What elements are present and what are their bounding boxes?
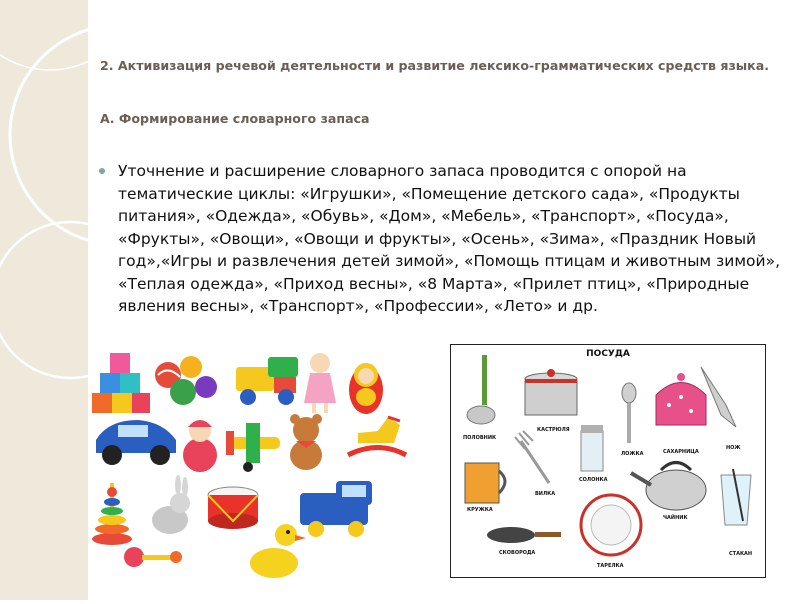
label-salt: СОЛОНКА [579, 477, 608, 483]
label-spoon: ЛОЖКА [621, 451, 644, 457]
kettle-icon [631, 463, 706, 511]
fork-icon [515, 431, 549, 483]
body-paragraph [106, 160, 796, 318]
label-glass: СТАКАН [729, 551, 753, 557]
plate-icon [581, 495, 641, 555]
matryoshka-icon [349, 363, 383, 414]
label-pan: СКОВОРОДА [499, 550, 536, 556]
salt-icon [581, 425, 603, 471]
bullet-icon [99, 168, 105, 174]
cubes-icon [92, 353, 150, 413]
slide-subheading: А. Формирование словарного запаса [100, 111, 370, 126]
label-sugar-bowl: САХАРНИЦА [663, 449, 699, 455]
roly-poly-icon [183, 420, 217, 472]
label-knife: НОЖ [726, 445, 741, 451]
rocking-horse-icon [348, 417, 406, 455]
slide-heading: 2. Активизация речевой деятельности и развитие лексико-грамматических средств языка. [100, 58, 769, 73]
label-mug: КРУЖКА [467, 507, 493, 513]
glass-icon [721, 469, 751, 525]
duck-icon [250, 524, 306, 578]
label-ladle: ПОЛОВНИК [463, 435, 497, 441]
decorative-left-band [0, 0, 88, 600]
drum-icon [208, 487, 258, 529]
toy-truck-icon [236, 357, 298, 405]
pot-icon [525, 369, 577, 415]
body-text: Уточнение и расширение словарного запаса проводится с опорой на тематические циклы: «Игрушки», «Помещение детского сада», «Продукты питания», «Одежда», «Обувь», «Дом», «Мебель», «Транспорт», «Посуда», «Фрукты», «Овощи», «Овощи и фрукты», «Осень», «Зима», «Праздник Новый год»,«Игры и развлечения детей зимой», «Помощь птицам и животным зимой», «Теплая одежда», «Приход весны», «8 Марта», «Прилет птиц», «Природные явления весны», «Транспорт», «Профессии», «Лето» и др. [118, 162, 781, 315]
balls-icon [155, 356, 217, 405]
sugar-bowl-icon [656, 373, 706, 425]
rattle-icon [124, 547, 182, 567]
decorative-circles-icon [0, 0, 88, 600]
toys-picture [88, 345, 433, 600]
toy-bus-icon [300, 481, 372, 537]
pyramid-icon [92, 483, 132, 545]
label-fork: ВИЛКА [535, 491, 556, 497]
ladle-icon [467, 355, 495, 424]
dishes-title: ПОСУДА [586, 349, 630, 359]
bunny-icon [152, 475, 190, 534]
teddy-bear-icon [290, 414, 322, 470]
toy-plane-icon [226, 423, 280, 472]
toy-car-icon [96, 420, 176, 465]
label-plate: ТАРЕЛКА [597, 563, 624, 569]
label-pot: КАСТРЮЛЯ [537, 427, 570, 433]
label-kettle: ЧАЙНИК [663, 515, 688, 521]
mug-icon [465, 463, 505, 503]
spoon-icon [622, 383, 636, 443]
doll-icon [304, 353, 336, 413]
pan-icon [487, 527, 561, 543]
dishes-picture [450, 344, 766, 578]
